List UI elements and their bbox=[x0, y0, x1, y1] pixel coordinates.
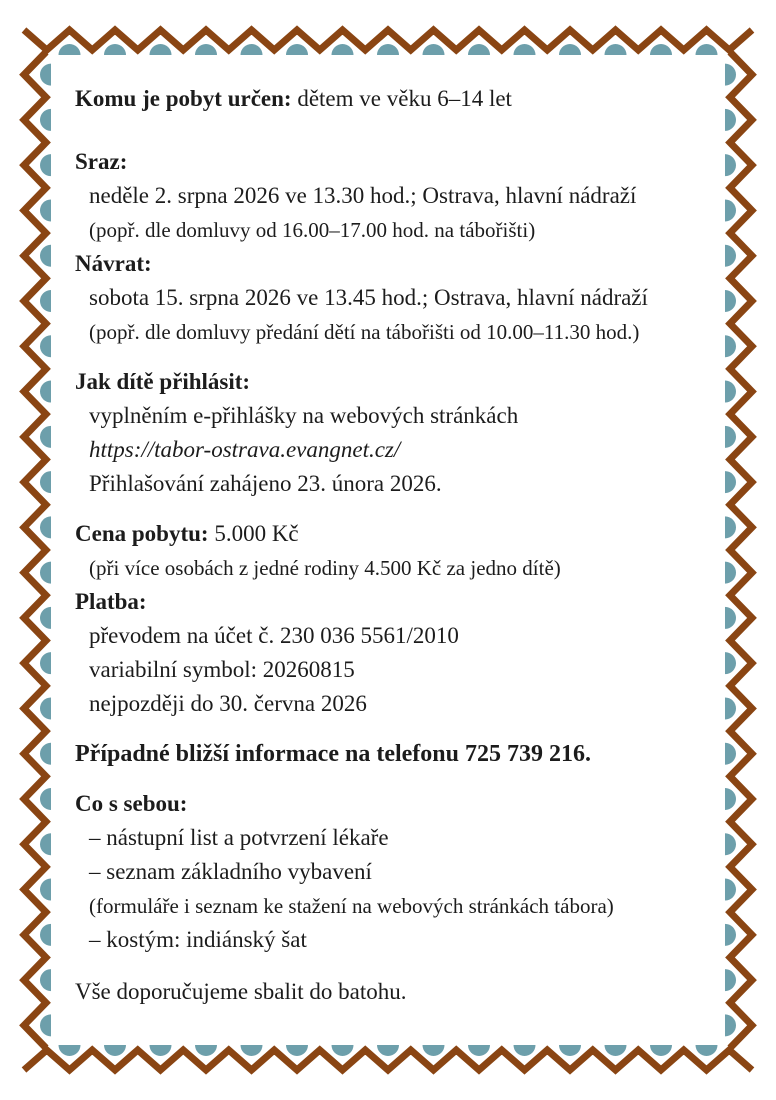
price-payment-block bbox=[75, 517, 740, 721]
return-line: sobota 15. srpna 2026 ve 13.45 hod.; Ostrava, hlavní nádraží bbox=[89, 285, 648, 310]
border-half-dot bbox=[514, 1045, 536, 1056]
border-half-dot bbox=[104, 1045, 126, 1056]
price-value: 5.000 Kč bbox=[214, 521, 299, 546]
contact-line: Případné bližší informace na telefonu 725 739 216. bbox=[75, 741, 591, 767]
schedule-block bbox=[75, 145, 740, 349]
border-half-dot bbox=[423, 1045, 445, 1056]
border-half-dot bbox=[696, 1045, 718, 1056]
border-half-dot bbox=[40, 833, 51, 855]
payment-account: převodem na účet č. 230 036 5561/2010 bbox=[89, 623, 459, 648]
border-half-dot bbox=[40, 290, 51, 312]
border-half-dot bbox=[650, 44, 672, 55]
border-half-dot bbox=[696, 44, 718, 55]
border-half-dot bbox=[195, 44, 217, 55]
border-half-dot bbox=[468, 1045, 490, 1056]
border-half-dot bbox=[286, 44, 308, 55]
audience-label: Komu je pobyt určen: bbox=[75, 86, 292, 111]
border-half-dot bbox=[59, 44, 81, 55]
border-half-dot bbox=[332, 44, 354, 55]
border-half-dot bbox=[40, 607, 51, 629]
border-half-dot bbox=[286, 1045, 308, 1056]
border-half-dot bbox=[725, 1014, 736, 1036]
border-half-dot bbox=[104, 44, 126, 55]
border-half-dot bbox=[59, 1045, 81, 1056]
border-half-dot bbox=[40, 154, 51, 176]
packing-item: – seznam základního vybavení bbox=[89, 859, 372, 884]
border-half-dot bbox=[40, 516, 51, 538]
registration-line2: Přihlašování zahájeno 23. února 2026. bbox=[89, 471, 442, 496]
border-half-dot bbox=[468, 44, 490, 55]
border-half-dot bbox=[377, 1045, 399, 1056]
payment-deadline: nejpozději do 30. června 2026 bbox=[89, 691, 367, 716]
border-half-dot bbox=[40, 471, 51, 493]
price-line bbox=[75, 517, 740, 551]
price-label: Cena pobytu: bbox=[75, 521, 209, 546]
meeting-note: (popř. dle domluvy od 16.00–17.00 hod. na tábořišti) bbox=[89, 218, 536, 242]
audience-line bbox=[75, 82, 740, 116]
packing-heading: Co s sebou: bbox=[75, 791, 188, 816]
return-heading: Návrat: bbox=[75, 251, 152, 276]
packing-block bbox=[75, 787, 740, 957]
border-half-dot bbox=[40, 652, 51, 674]
border-half-dot bbox=[40, 64, 51, 86]
border-half-dot bbox=[332, 1045, 354, 1056]
meeting-heading: Sraz: bbox=[75, 149, 128, 174]
packing-forms-note: (formuláře i seznam ke stažení na webových stránkách tábora) bbox=[89, 894, 614, 918]
border-half-dot bbox=[423, 44, 445, 55]
packing-item: – kostým: indiánský šat bbox=[89, 927, 307, 952]
registration-line1: vyplněním e-přihlášky na webových stránkách bbox=[89, 403, 519, 428]
border-half-dot bbox=[40, 426, 51, 448]
website-url: https://tabor-ostrava.evangnet.cz/ bbox=[89, 437, 401, 462]
border-half-dot bbox=[559, 1045, 581, 1056]
border-half-dot bbox=[650, 1045, 672, 1056]
payment-symbol: variabilní symbol: 20260815 bbox=[89, 657, 355, 682]
audience-value: dětem ve věku 6–14 let bbox=[297, 86, 512, 111]
border-half-dot bbox=[559, 44, 581, 55]
meeting-line: neděle 2. srpna 2026 ve 13.30 hod.; Ostrava, hlavní nádraží bbox=[89, 183, 637, 208]
border-half-dot bbox=[195, 1045, 217, 1056]
border-half-dot bbox=[40, 1014, 51, 1036]
border-half-dot bbox=[241, 44, 263, 55]
border-half-dot bbox=[40, 199, 51, 221]
packing-item: – nástupní list a potvrzení lékaře bbox=[89, 825, 389, 850]
border-half-dot bbox=[40, 562, 51, 584]
price-note: (při více osobách z jedné rodiny 4.500 Kč za jedno dítě) bbox=[89, 556, 561, 580]
border-half-dot bbox=[40, 924, 51, 946]
border-half-dot bbox=[40, 109, 51, 131]
border-half-dot bbox=[40, 879, 51, 901]
border-half-dot bbox=[150, 1045, 172, 1056]
border-half-dot bbox=[377, 44, 399, 55]
return-note: (popř. dle domluvy předání dětí na tábořišti od 10.00–11.30 hod.) bbox=[89, 320, 640, 344]
border-half-dot bbox=[40, 969, 51, 991]
flyer-content bbox=[75, 82, 740, 1009]
payment-heading: Platba: bbox=[75, 589, 147, 614]
registration-block bbox=[75, 365, 740, 501]
border-half-dot bbox=[150, 44, 172, 55]
border-half-dot bbox=[40, 697, 51, 719]
registration-heading: Jak dítě přihlásit: bbox=[75, 369, 251, 394]
border-half-dot bbox=[40, 335, 51, 357]
border-half-dot bbox=[40, 743, 51, 765]
border-zigzag-line bbox=[24, 52, 46, 1048]
border-half-dot bbox=[241, 1045, 263, 1056]
footer-line: Vše doporučujeme sbalit do batohu. bbox=[75, 979, 407, 1004]
border-half-dot bbox=[605, 44, 627, 55]
border-half-dot bbox=[40, 788, 51, 810]
border-half-dot bbox=[514, 44, 536, 55]
border-half-dot bbox=[605, 1045, 627, 1056]
border-half-dot bbox=[40, 381, 51, 403]
border-half-dot bbox=[40, 245, 51, 267]
